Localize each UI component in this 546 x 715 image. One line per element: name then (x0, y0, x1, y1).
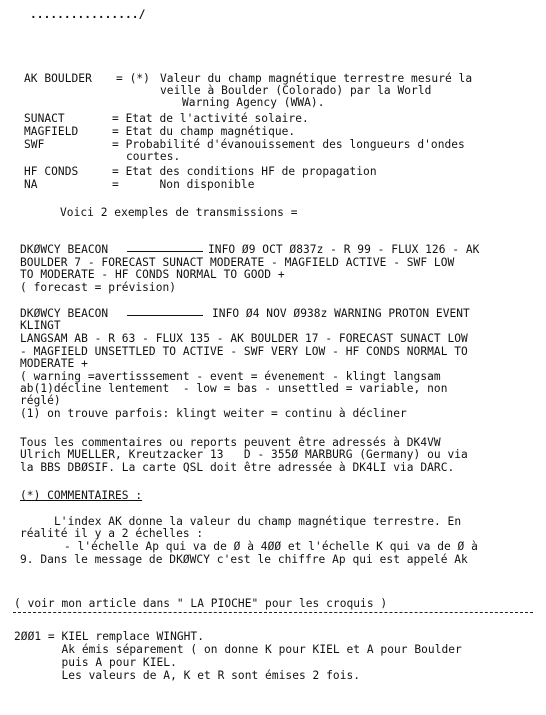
example2-rest: INFO Ø4 NOV Ø938z WARNING PROTON EVENT (212, 307, 470, 320)
example1-lead: DKØWCY BEACON (20, 243, 109, 256)
update-line-2: Ak émis séparement ( on donne K pour KIEL et A pour Boulder (14, 643, 462, 656)
legend-swf-desc-2: courtes. (126, 150, 181, 163)
legend-na-desc: = Non disponible (112, 178, 255, 191)
example1-line-3: ( forecast = prévision) (20, 281, 177, 294)
example1-rule (127, 251, 203, 252)
pioche-note: ( voir mon article dans " LA PIOCHE" pour les croquis ) (14, 597, 388, 610)
legend-ak-key: AK BOULDER (24, 72, 92, 85)
legend-magfield-desc: = Etat du champ magnétique. (112, 125, 296, 138)
update-line-4: Les valeurs de A, K et R sont émises 2 fois. (14, 669, 361, 682)
example1-line-1: BOULDER 7 - FORECAST SUNACT MODERATE - MAGFIELD ACTIVE - SWF LOW (20, 256, 455, 269)
legend-ak-desc-2: veille à Boulder (Colorado) par la World (160, 84, 432, 97)
legend-hf-desc: = Etat des conditions HF de propagation (112, 165, 377, 178)
example2-line-7: réglé) (20, 394, 61, 407)
intro-text: Voici 2 exemples de transmissions = (60, 206, 298, 219)
example2-line-5: ( warning =avertisssement - event = évenement - klingt langsam (20, 370, 441, 383)
example2-line-3: - MAGFIELD UNSETTLED TO ACTIVE - SWF VERY LOW - HF CONDS NORMAL TO (20, 345, 468, 358)
contact-line-2: Ulrich MUELLER, Kreutzacker 13 D - 355Ø MARBURG (Germany) ou via (20, 448, 468, 461)
legend-sunact-desc: = Etat de l'activité solaire. (112, 112, 309, 125)
legend-magfield-key: MAGFIELD (24, 125, 79, 138)
legend-ak-desc-1: Valeur du champ magnétique terrestre mesuré la (160, 72, 473, 85)
comments-title-text: (*) COMMENTAIRES : (20, 489, 143, 502)
legend-hf-key: HF CONDS (24, 165, 79, 178)
dashed-separator (13, 612, 533, 613)
legend-swf-desc-1: = Probabilité d'évanouissement des longueurs d'ondes (112, 138, 465, 151)
legend-sunact-key: SUNACT (24, 112, 65, 125)
example2-rule (127, 315, 203, 316)
update-line-1: 2ØØ1 = KIEL remplace WINGHT. (14, 630, 204, 643)
legend-ak-desc-3: Warning Agency (WWA). (182, 96, 325, 109)
legend-swf-key: SWF (24, 138, 45, 151)
example2-line-6: ab(1)décline lentement - low = bas - unsettled = variable, non (20, 382, 448, 395)
update-line-3: puis A pour KIEL. (14, 656, 177, 669)
legend-ak-eq: = (*) (116, 72, 150, 85)
header-dots: ................/ (30, 8, 146, 21)
comments-line-4: 9. Dans le message de DKØWCY c'est le chiffre Ap qui est appelé Ak (20, 553, 468, 566)
comments-line-1: L'index AK donne la valeur du champ magnétique terrestre. En (54, 515, 462, 528)
example1-line-2: TO MODERATE - HF CONDS NORMAL TO GOOD + (20, 268, 285, 281)
legend-na-key: NA (24, 178, 38, 191)
contact-line-3: la BBS DBØSIF. La carte QSL doit être adressée à DK4LI via DARC. (20, 461, 455, 474)
contact-line-1: Tous les commentaires ou reports peuvent être adressés à DK4VW (20, 436, 441, 449)
example2-line-8: (1) on trouve parfois: klingt weiter = continu à décliner (20, 407, 407, 420)
example2-line-1: KLINGT (20, 319, 61, 332)
comments-line-3: - l'échelle Ap qui va de Ø à 4ØØ et l'échelle K qui va de Ø à (64, 540, 478, 553)
example2-line-2: LANGSAM AB - R 63 - FLUX 135 - AK BOULDER 17 - FORECAST SUNACT LOW (20, 332, 468, 345)
comments-line-2: réalité il y a 2 échelles : (20, 527, 204, 540)
comments-title (20, 489, 142, 502)
example1-rest: INFO Ø9 OCT Ø837z - R 99 - FLUX 126 - AK (208, 243, 480, 256)
example2-line-4: MODERATE + (20, 357, 88, 370)
example2-lead: DKØWCY BEACON (20, 307, 109, 320)
